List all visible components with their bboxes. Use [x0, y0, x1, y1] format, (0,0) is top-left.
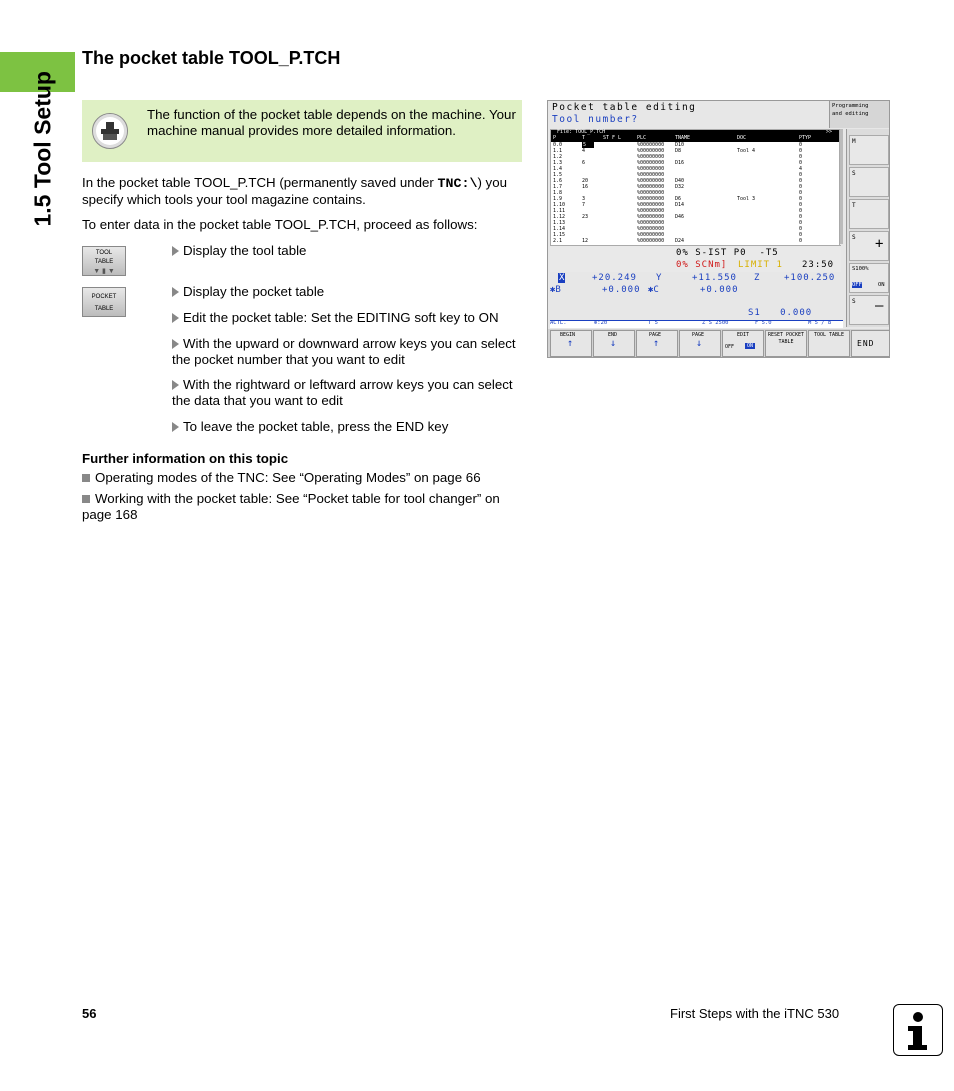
- table-cell: 1.5: [553, 172, 563, 178]
- axis-z-label: Z: [754, 273, 760, 283]
- minus-icon: —: [875, 298, 884, 314]
- step-text: Display the tool table: [183, 243, 307, 258]
- col-header: TNAME: [675, 135, 691, 141]
- table-cell: 0: [799, 202, 803, 208]
- table-cell: Tool 3: [737, 196, 756, 202]
- col-header: T: [582, 135, 586, 141]
- table-cell: 0: [799, 226, 803, 232]
- table-cell: 1.15: [553, 232, 566, 238]
- spindle-plus-key[interactable]: [849, 231, 889, 261]
- side-key-label: S: [852, 234, 856, 241]
- m-function-key[interactable]: [849, 135, 889, 165]
- status-time: 23:50: [802, 260, 835, 270]
- bar-item: ⊕:20: [594, 320, 608, 326]
- arrow-right-icon: [172, 313, 179, 323]
- table-cell: 3: [582, 196, 586, 202]
- table-cell: D32: [675, 184, 685, 190]
- softkey-line: TOOL: [95, 250, 113, 256]
- table-cell: 4: [582, 148, 586, 154]
- table-cell: 1.1: [553, 148, 563, 154]
- softkey-label: EDIT: [737, 332, 750, 338]
- page-up-softkey[interactable]: [636, 330, 678, 357]
- table-cell: 6: [582, 160, 586, 166]
- tool-table-softkey: [82, 246, 126, 276]
- info-icon[interactable]: [893, 1004, 943, 1056]
- table-cell: 2.1: [553, 238, 563, 244]
- spindle-value: S1 0.000: [748, 308, 813, 318]
- axis-c-value: +0.000: [700, 285, 739, 295]
- on-label: ON: [878, 282, 885, 288]
- tool-key[interactable]: [849, 199, 889, 229]
- col-header: PTYP: [799, 135, 812, 141]
- side-key-label: S: [852, 170, 856, 177]
- spindle-key[interactable]: [849, 167, 889, 197]
- step-text: Display the pocket table: [183, 284, 325, 299]
- table-scrollbar[interactable]: [840, 129, 843, 244]
- arrow-right-icon: [172, 246, 179, 256]
- arrow-right-icon: [172, 422, 179, 432]
- arrow-right-icon: [172, 380, 179, 390]
- step-text: With the upward or downward arrow keys you can select the pocket number that you want to edit: [172, 336, 516, 367]
- softkey-line: TABLE: [94, 259, 114, 265]
- softkey-label: PAGE: [649, 332, 662, 338]
- status-bar: [550, 320, 843, 328]
- softkey-label: END: [857, 339, 875, 348]
- side-key-label: M: [852, 138, 856, 145]
- side-key-label: S100%: [852, 266, 869, 272]
- table-cell: %00000000: [637, 190, 665, 196]
- table-cell: %00000000: [637, 160, 665, 166]
- axis-b-label: ✱B: [550, 285, 561, 295]
- mode-line: Programming: [832, 103, 869, 109]
- on-label: ON: [747, 343, 754, 349]
- col-header: PLC: [637, 135, 647, 141]
- table-cell: D46: [675, 214, 685, 220]
- mode-line: and editing: [832, 111, 869, 117]
- table-cell: 4: [799, 166, 803, 172]
- table-cell: 0: [799, 148, 803, 154]
- table-cell: 1.4: [553, 166, 563, 172]
- table-cell: 0: [799, 160, 803, 166]
- plus-icon: +: [875, 236, 884, 252]
- table-cell: %00000000: [637, 172, 665, 178]
- table-cell: 0: [799, 238, 803, 244]
- table-cell: 12: [582, 238, 589, 244]
- table-cell: %00000000: [637, 196, 665, 202]
- softkey-line: POCKET: [91, 294, 117, 300]
- axis-b-value: +0.000: [602, 285, 641, 295]
- step-item: [172, 336, 517, 368]
- intro-text-cont: ) you specify which tools your tool magazine contains.: [82, 175, 507, 207]
- status-line: 0% S-IST P0 -T5: [676, 248, 779, 258]
- off-label: OFF: [725, 344, 735, 350]
- end-softkey[interactable]: [593, 330, 635, 357]
- pocket-table[interactable]: [550, 129, 840, 246]
- table-cell: 1.2: [553, 154, 563, 160]
- table-cell: 0: [799, 172, 803, 178]
- table-cell: %00000000: [637, 220, 665, 226]
- table-cell: Tool 4: [737, 148, 756, 154]
- side-key-label: S: [852, 298, 856, 305]
- softkey-row: [548, 329, 889, 357]
- begin-softkey[interactable]: [550, 330, 592, 357]
- axis-c-label: ✱C: [648, 285, 659, 295]
- end-table-softkey[interactable]: [851, 330, 890, 357]
- bullet-icon: [82, 474, 90, 482]
- table-cell: 1.13: [553, 220, 566, 226]
- machine-note-text: The function of the pocket table depends on the machine. Your machine manual provides more detailed information.: [147, 107, 516, 138]
- softkey-label: PAGE: [692, 332, 705, 338]
- path-code: TNC:\: [437, 176, 478, 191]
- spindle-override-key[interactable]: [849, 263, 889, 293]
- section-title: The pocket table TOOL_P.TCH: [82, 48, 341, 68]
- bar-item: Z S 2500: [702, 320, 729, 326]
- intro-text: In the pocket table TOOL_P.TCH (permanently saved under: [82, 175, 438, 190]
- table-cell: 5: [582, 142, 594, 148]
- table-cell: D10: [675, 142, 685, 148]
- vertical-softkey-bar: [846, 129, 890, 327]
- arrow-up-icon: ↑: [653, 338, 660, 349]
- position-row-2: [550, 285, 843, 295]
- table-cell: 0: [799, 214, 803, 220]
- softkey-label: TOOL TABLE: [813, 332, 845, 338]
- table-cell: 1.3: [553, 160, 563, 166]
- table-cell: 0.0: [553, 142, 563, 148]
- table-cell: 1.6: [553, 178, 563, 184]
- axis-y-label: Y: [656, 273, 662, 283]
- bar-item: ACTL.: [550, 320, 567, 326]
- softkey-line: TABLE: [94, 306, 114, 312]
- table-cell: %00000000: [637, 226, 665, 232]
- softkey-label: RESET POCKET TABLE: [767, 332, 805, 345]
- table-cell: 0: [799, 220, 803, 226]
- reset-pocket-table-softkey[interactable]: [765, 330, 807, 357]
- arrow-down-icon: ↓: [610, 338, 617, 349]
- step-text: To leave the pocket table, press the END key: [183, 419, 449, 434]
- mode-panel: [829, 101, 890, 128]
- table-cell: 0: [799, 190, 803, 196]
- col-header: P: [553, 135, 557, 141]
- further-info-item: [82, 470, 527, 486]
- table-cell: 16: [582, 184, 589, 190]
- step-item: [172, 284, 527, 300]
- table-cell: 0: [799, 154, 803, 160]
- table-cell: %00000000: [637, 232, 665, 238]
- table-cell: D24: [675, 238, 685, 244]
- page-down-softkey[interactable]: [679, 330, 721, 357]
- step-item: [172, 419, 527, 435]
- further-info-heading: Further information on this topic: [82, 451, 289, 466]
- table-cell: 23: [582, 214, 589, 220]
- table-cell: 1.7: [553, 184, 563, 190]
- table-cell: %00000000: [637, 208, 665, 214]
- col-header: DOC: [737, 135, 747, 141]
- table-cell: 0: [799, 208, 803, 214]
- procedure-intro: To enter data in the pocket table TOOL_P.TCH, proceed as follows:: [82, 217, 478, 232]
- step-item: [172, 377, 517, 409]
- table-cell: 1.12: [553, 214, 566, 220]
- table-cell: D8: [675, 148, 682, 154]
- table-header: [551, 136, 839, 142]
- tool-icon: ▼ ▮ ▼: [93, 268, 115, 275]
- axis-y-value: +11.550: [692, 273, 737, 283]
- tool-table-softkey[interactable]: [808, 330, 850, 357]
- further-info-item: [82, 491, 527, 523]
- off-label: OFF: [852, 282, 862, 288]
- edit-toggle-softkey[interactable]: [722, 330, 764, 357]
- table-cell: 0: [799, 184, 803, 190]
- table-cell: 1.9: [553, 196, 563, 202]
- table-cell: 20: [582, 178, 589, 184]
- step-item: [172, 310, 532, 326]
- table-cell: 0: [799, 142, 803, 148]
- table-cell: %00000000: [637, 154, 665, 160]
- pocket-table-softkey: [82, 287, 126, 317]
- table-cell: %00000000: [637, 142, 665, 148]
- table-cell: 1.8: [553, 190, 563, 196]
- table-cell: 0: [799, 196, 803, 202]
- table-cell: 1.11: [553, 208, 566, 214]
- machine-manual-icon: [92, 113, 128, 149]
- intro-paragraph: [82, 175, 527, 208]
- status-limit: LIMIT 1: [738, 260, 783, 270]
- bar-item: T 5: [648, 320, 658, 326]
- table-cell: %00000000: [637, 202, 665, 208]
- table-cell: 0: [799, 178, 803, 184]
- table-cell: %00000000: [637, 214, 665, 220]
- step-text: With the rightward or leftward arrow keys you can select the data that you want to edit: [172, 377, 513, 408]
- table-cell: D40: [675, 178, 685, 184]
- book-title: First Steps with the iTNC 530: [670, 1006, 840, 1021]
- softkey-label: BEGIN: [560, 332, 576, 338]
- file-name: File: TOOL_P.TCH: [557, 129, 606, 135]
- step-item: [172, 243, 527, 259]
- table-cell: %00000000: [637, 184, 665, 190]
- arrow-up-icon: ↑: [567, 338, 574, 349]
- table-cell: 1.14: [553, 226, 566, 232]
- status-line-feed: 0% SCNm]: [676, 260, 728, 270]
- table-cell: D6: [675, 196, 682, 202]
- spindle-minus-key[interactable]: [849, 295, 889, 325]
- bullet-icon: [82, 495, 90, 503]
- axis-x-label: X: [559, 273, 565, 283]
- table-cell: %00000000: [637, 166, 665, 172]
- further-info-text: Operating modes of the TNC: See “Operating Modes” on page 66: [95, 470, 481, 485]
- screen-prompt: Tool number?: [552, 114, 639, 125]
- arrow-right-icon: [172, 339, 179, 349]
- further-info-text: Working with the pocket table: See “Pocket table for tool changer” on page 168: [82, 491, 500, 522]
- chapter-title: [20, 60, 60, 230]
- table-cell: D16: [675, 160, 685, 166]
- side-key-label: T: [852, 202, 856, 209]
- chapter-title-text: 1.5 Tool Setup: [29, 71, 56, 227]
- bar-item: F 5.0: [755, 320, 772, 326]
- step-text: Edit the pocket table: Set the EDITING soft key to ON: [183, 310, 499, 325]
- position-row-1: [550, 273, 843, 283]
- table-cell: 7: [582, 202, 586, 208]
- bar-item: M 5 / 8: [808, 320, 832, 326]
- table-cell: %00000000: [637, 148, 665, 154]
- status-panel: [550, 245, 841, 272]
- axis-z-value: +100.250: [784, 273, 836, 283]
- screen-title: Pocket table editing: [552, 102, 697, 113]
- arrow-right-icon: [172, 287, 179, 297]
- axis-x-value: +20.249: [592, 273, 637, 283]
- page-number: 56: [82, 1006, 97, 1021]
- arrow-down-icon: ↓: [696, 338, 703, 349]
- file-more: >>: [826, 129, 833, 135]
- table-cell: 0: [799, 232, 803, 238]
- col-header: ST F L: [603, 135, 622, 141]
- table-cell: %00000000: [637, 178, 665, 184]
- tnc-screen: [547, 100, 890, 358]
- softkey-label: END: [608, 332, 618, 338]
- table-cell: D14: [675, 202, 685, 208]
- table-cell: %00000000: [637, 238, 665, 244]
- table-cell: 1.10: [553, 202, 566, 208]
